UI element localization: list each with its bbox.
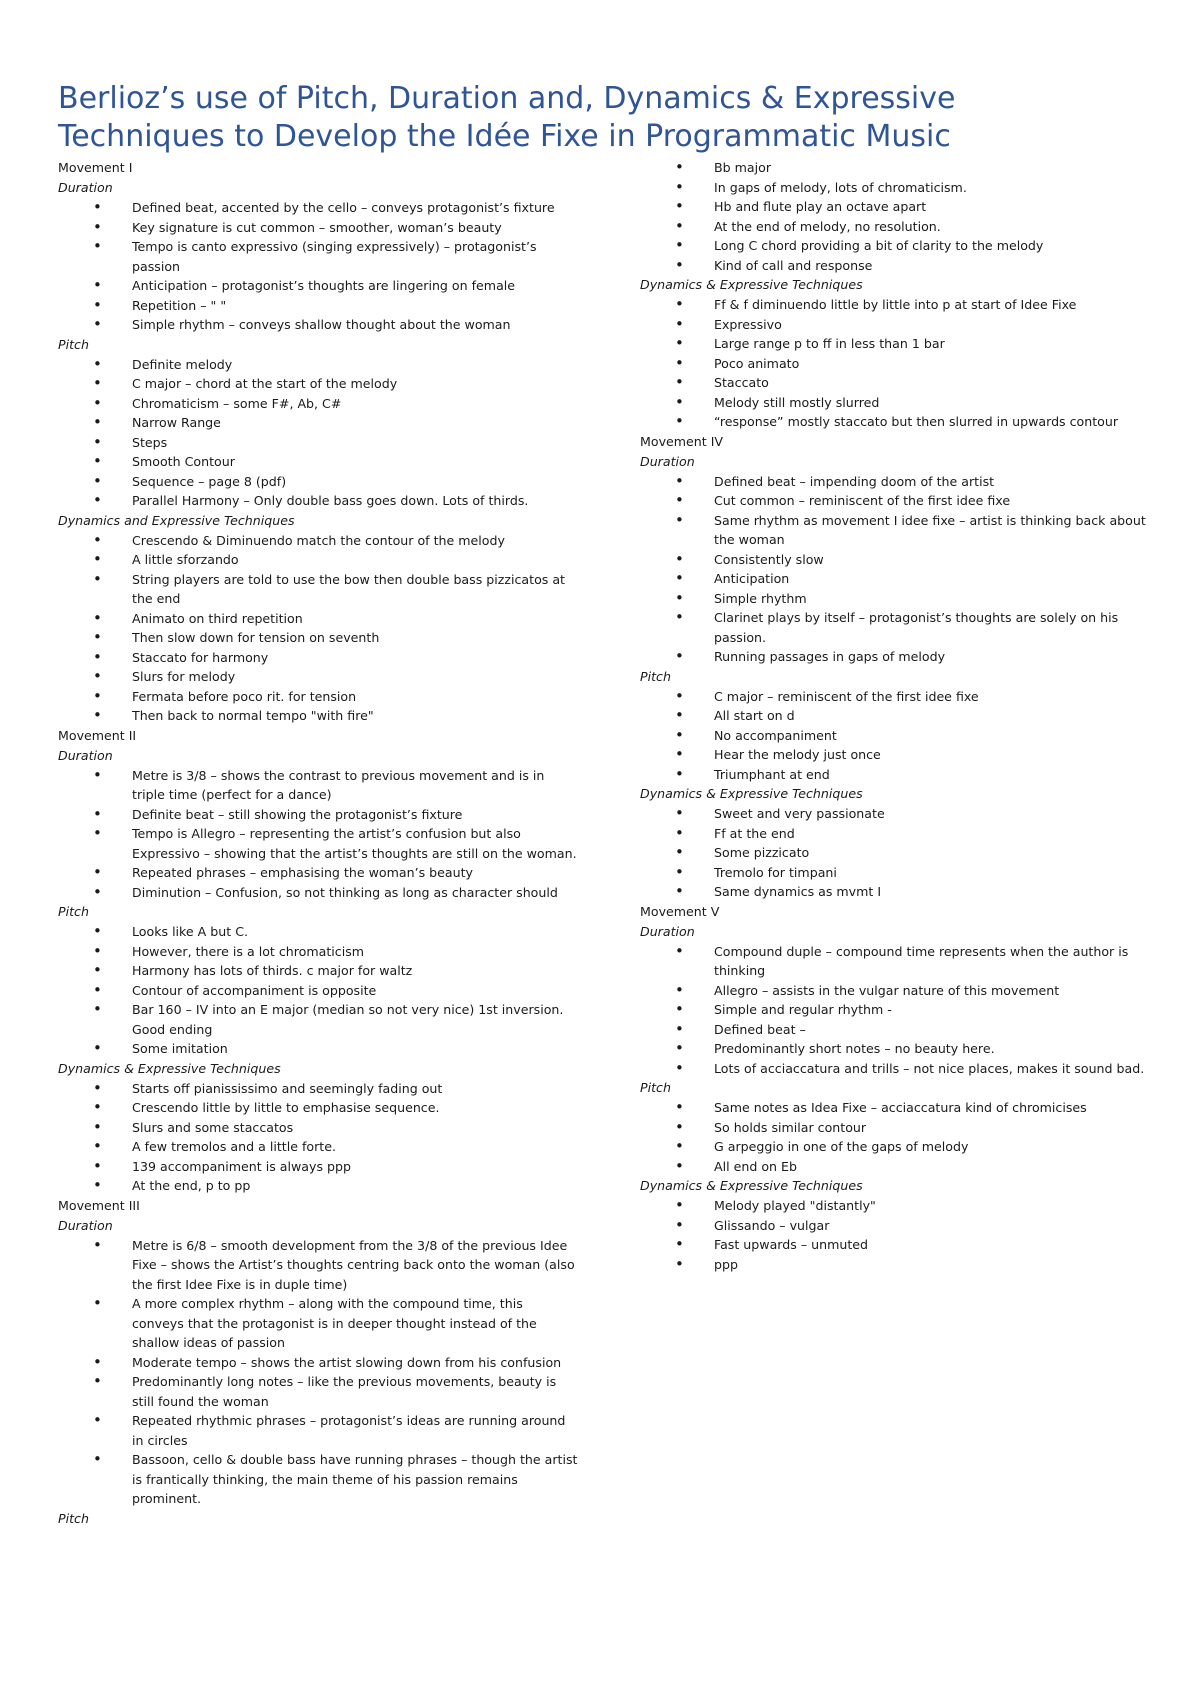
- list-item: • Melody played "distantly": [640, 1196, 1160, 1216]
- document-title: [58, 80, 1158, 156]
- list-item: • Definite beat – still showing the protagonist’s fixture: [58, 805, 578, 825]
- list-item: • 139 accompaniment is always ppp: [58, 1157, 578, 1177]
- list-item: • Defined beat, accented by the cello – conveys protagonist’s fixture: [58, 198, 578, 218]
- left-column: [58, 158, 578, 1529]
- list-item: • Then slow down for tension on seventh: [58, 628, 578, 648]
- list-item: • Hear the melody just once: [640, 745, 1160, 765]
- list-item: • Triumphant at end: [640, 765, 1160, 785]
- section-heading-duration: Duration: [640, 453, 695, 469]
- section-heading-duration: Duration: [640, 923, 695, 939]
- section-heading-duration: Duration: [58, 1217, 113, 1233]
- list-item: • Simple rhythm – conveys shallow thought about the woman: [58, 315, 578, 335]
- list-item: • Metre is 6/8 – smooth development from the 3/8 of the previous Idee Fixe – shows the Artist’s thoughts centring back onto the woman (also the first Idee Fixe is in duple time): [58, 1236, 578, 1295]
- list-item: • Anticipation: [640, 569, 1160, 589]
- section-heading-dynamics-and-expressive-techniques: Dynamics and Expressive Techniques: [58, 512, 295, 528]
- list-item: • A few tremolos and a little forte.: [58, 1137, 578, 1157]
- bullet-list: [58, 1236, 578, 1509]
- list-item: • Repetition – " ": [58, 296, 578, 316]
- list-item: • Slurs for melody: [58, 667, 578, 687]
- list-item: • All start on d: [640, 706, 1160, 726]
- bullet-list: [58, 355, 578, 511]
- list-item: • Cut common – reminiscent of the first idee fixe: [640, 491, 1160, 511]
- list-item: • Predominantly long notes – like the previous movements, beauty is still found the woman: [58, 1372, 578, 1411]
- list-item: • Long C chord providing a bit of clarity to the melody: [640, 236, 1160, 256]
- list-item: • Steps: [58, 433, 578, 453]
- list-item: • Defined beat –: [640, 1020, 1160, 1040]
- bullet-list: [58, 922, 578, 1059]
- list-item: • Diminution – Confusion, so not thinking as long as character should: [58, 883, 578, 903]
- list-item: • Then back to normal tempo "with fire": [58, 706, 578, 726]
- list-item: • Allegro – assists in the vulgar nature of this movement: [640, 981, 1160, 1001]
- movement-heading-movement-i: Movement I: [58, 160, 133, 175]
- list-item: • Kind of call and response: [640, 256, 1160, 276]
- list-item: • Poco animato: [640, 354, 1160, 374]
- section-heading-pitch: Pitch: [58, 1510, 89, 1526]
- list-item: • ppp: [640, 1255, 1160, 1275]
- bullet-list: [640, 1196, 1160, 1274]
- list-item: • Staccato for harmony: [58, 648, 578, 668]
- list-item: • All end on Eb: [640, 1157, 1160, 1177]
- movement-heading-movement-ii: Movement II: [58, 727, 137, 743]
- section-heading-pitch: Pitch: [58, 336, 89, 352]
- list-item: • Tempo is Allegro – representing the artist’s confusion but also Expressivo – showing that the artist’s thoughts are still on the woman.: [58, 824, 578, 863]
- bullet-list: [640, 158, 1160, 275]
- list-item: • “response” mostly staccato but then slurred in upwards contour: [640, 412, 1160, 432]
- list-item: • Predominantly short notes – no beauty here.: [640, 1039, 1160, 1059]
- list-item: • Staccato: [640, 373, 1160, 393]
- section-heading-dynamics-expressive-techniques: Dynamics & Expressive Techniques: [640, 277, 863, 292]
- section-heading-dynamics-expressive-techniques: Dynamics & Expressive Techniques: [640, 786, 863, 801]
- movement-heading-movement-v: Movement V: [640, 903, 720, 919]
- title-line-2: Techniques to Develop the Idée Fixe in Programmatic Music: [58, 119, 951, 154]
- list-item: • Ff & f diminuendo little by little into p at start of Idee Fixe: [640, 295, 1160, 315]
- list-item: • Some pizzicato: [640, 843, 1160, 863]
- list-item: • Chromaticism – some F#, Ab, C#: [58, 394, 578, 414]
- bullet-list: [640, 942, 1160, 1079]
- list-item: • Crescendo & Diminuendo match the contour of the melody: [58, 531, 578, 551]
- bullet-list: [58, 531, 578, 726]
- list-item: • However, there is a lot chromaticism: [58, 942, 578, 962]
- list-item: • Some imitation: [58, 1039, 578, 1059]
- list-item: • Definite melody: [58, 355, 578, 375]
- list-item: • Anticipation – protagonist’s thoughts are lingering on female: [58, 276, 578, 296]
- list-item: • Tempo is canto expressivo (singing expressively) – protagonist’s passion: [58, 237, 578, 276]
- bullet-list: [58, 1079, 578, 1196]
- list-item: • C major – reminiscent of the first idee fixe: [640, 687, 1160, 707]
- section-heading-dynamics-expressive-techniques: Dynamics & Expressive Techniques: [640, 1178, 863, 1193]
- bullet-list: [58, 198, 578, 335]
- list-item: • Tremolo for timpani: [640, 863, 1160, 883]
- list-item: • Bb major: [640, 158, 1160, 178]
- section-heading-duration: Duration: [58, 747, 113, 763]
- list-item: • Animato on third repetition: [58, 609, 578, 629]
- movement-heading-movement-iv: Movement IV: [640, 433, 724, 449]
- list-item: • Sequence – page 8 (pdf): [58, 472, 578, 492]
- bullet-list: [640, 295, 1160, 432]
- list-item: • C major – chord at the start of the melody: [58, 374, 578, 394]
- list-item: • Metre is 3/8 – shows the contrast to previous movement and is in triple time (perfect for a dance): [58, 766, 578, 805]
- movement-heading-movement-iii: Movement III: [58, 1197, 140, 1213]
- list-item: • Melody still mostly slurred: [640, 393, 1160, 413]
- bullet-list: [640, 1098, 1160, 1176]
- list-item: • Repeated rhythmic phrases – protagonist’s ideas are running around in circles: [58, 1411, 578, 1450]
- list-item: • So holds similar contour: [640, 1118, 1160, 1138]
- list-item: • Contour of accompaniment is opposite: [58, 981, 578, 1001]
- bullet-list: [640, 472, 1160, 667]
- section-heading-dynamics-expressive-techniques: Dynamics & Expressive Techniques: [58, 1060, 281, 1076]
- list-item: • Hb and flute play an octave apart: [640, 197, 1160, 217]
- list-item: • Fast upwards – unmuted: [640, 1235, 1160, 1255]
- list-item: • Simple rhythm: [640, 589, 1160, 609]
- list-item: • Consistently slow: [640, 550, 1160, 570]
- bullet-list: [58, 766, 578, 903]
- list-item: • Same rhythm as movement I idee fixe – artist is thinking back about the woman: [640, 511, 1160, 550]
- list-item: • Fermata before poco rit. for tension: [58, 687, 578, 707]
- list-item: • Smooth Contour: [58, 452, 578, 472]
- list-item: • Slurs and some staccatos: [58, 1118, 578, 1138]
- list-item: • Lots of acciaccatura and trills – not nice places, makes it sound bad.: [640, 1059, 1160, 1079]
- right-column: [640, 158, 1160, 1274]
- list-item: • Crescendo little by little to emphasise sequence.: [58, 1098, 578, 1118]
- section-heading-pitch: Pitch: [640, 1080, 671, 1095]
- bullet-list: [640, 804, 1160, 902]
- section-heading-duration: Duration: [58, 180, 113, 195]
- list-item: • Looks like A but C.: [58, 922, 578, 942]
- title-line-1: Berlioz’s use of Pitch, Duration and, Dynamics & Expressive: [58, 81, 956, 116]
- list-item: • Moderate tempo – shows the artist slowing down from his confusion: [58, 1353, 578, 1373]
- list-item: • Ff at the end: [640, 824, 1160, 844]
- list-item: • Harmony has lots of thirds. c major for waltz: [58, 961, 578, 981]
- list-item: • A little sforzando: [58, 550, 578, 570]
- section-heading-pitch: Pitch: [58, 904, 89, 919]
- list-item: • Bassoon, cello & double bass have running phrases – though the artist is frantically thinking, the main theme of his passion remains prominent.: [58, 1450, 578, 1509]
- list-item: • String players are told to use the bow then double bass pizzicatos at the end: [58, 570, 578, 609]
- list-item: • A more complex rhythm – along with the compound time, this conveys that the protagonist is in deeper thought instead of the shallow ideas of passion: [58, 1294, 578, 1353]
- list-item: • Expressivo: [640, 315, 1160, 335]
- list-item: • Large range p to ff in less than 1 bar: [640, 334, 1160, 354]
- list-item: • In gaps of melody, lots of chromaticism.: [640, 178, 1160, 198]
- list-item: • Simple and regular rhythm -: [640, 1000, 1160, 1020]
- list-item: • At the end, p to pp: [58, 1176, 578, 1196]
- list-item: • At the end of melody, no resolution.: [640, 217, 1160, 237]
- list-item: • G arpeggio in one of the gaps of melody: [640, 1137, 1160, 1157]
- list-item: • Sweet and very passionate: [640, 804, 1160, 824]
- list-item: • Defined beat – impending doom of the artist: [640, 472, 1160, 492]
- list-item: • Repeated phrases – emphasising the woman’s beauty: [58, 863, 578, 883]
- list-item: • Narrow Range: [58, 413, 578, 433]
- list-item: • Starts off pianississimo and seemingly fading out: [58, 1079, 578, 1099]
- list-item: • Bar 160 – IV into an E major (median so not very nice) 1st inversion. Good ending: [58, 1000, 578, 1039]
- list-item: • Same notes as Idea Fixe – acciaccatura kind of chromicises: [640, 1098, 1160, 1118]
- bullet-list: [640, 687, 1160, 785]
- list-item: • Key signature is cut common – smoother, woman’s beauty: [58, 218, 578, 238]
- list-item: • Clarinet plays by itself – protagonist’s thoughts are solely on his passion.: [640, 608, 1160, 647]
- list-item: • Same dynamics as mvmt I: [640, 882, 1160, 902]
- list-item: • Glissando – vulgar: [640, 1216, 1160, 1236]
- list-item: • Compound duple – compound time represents when the author is thinking: [640, 942, 1160, 981]
- section-heading-pitch: Pitch: [640, 668, 671, 684]
- list-item: • Parallel Harmony – Only double bass goes down. Lots of thirds.: [58, 491, 578, 511]
- list-item: • No accompaniment: [640, 726, 1160, 746]
- list-item: • Running passages in gaps of melody: [640, 647, 1160, 667]
